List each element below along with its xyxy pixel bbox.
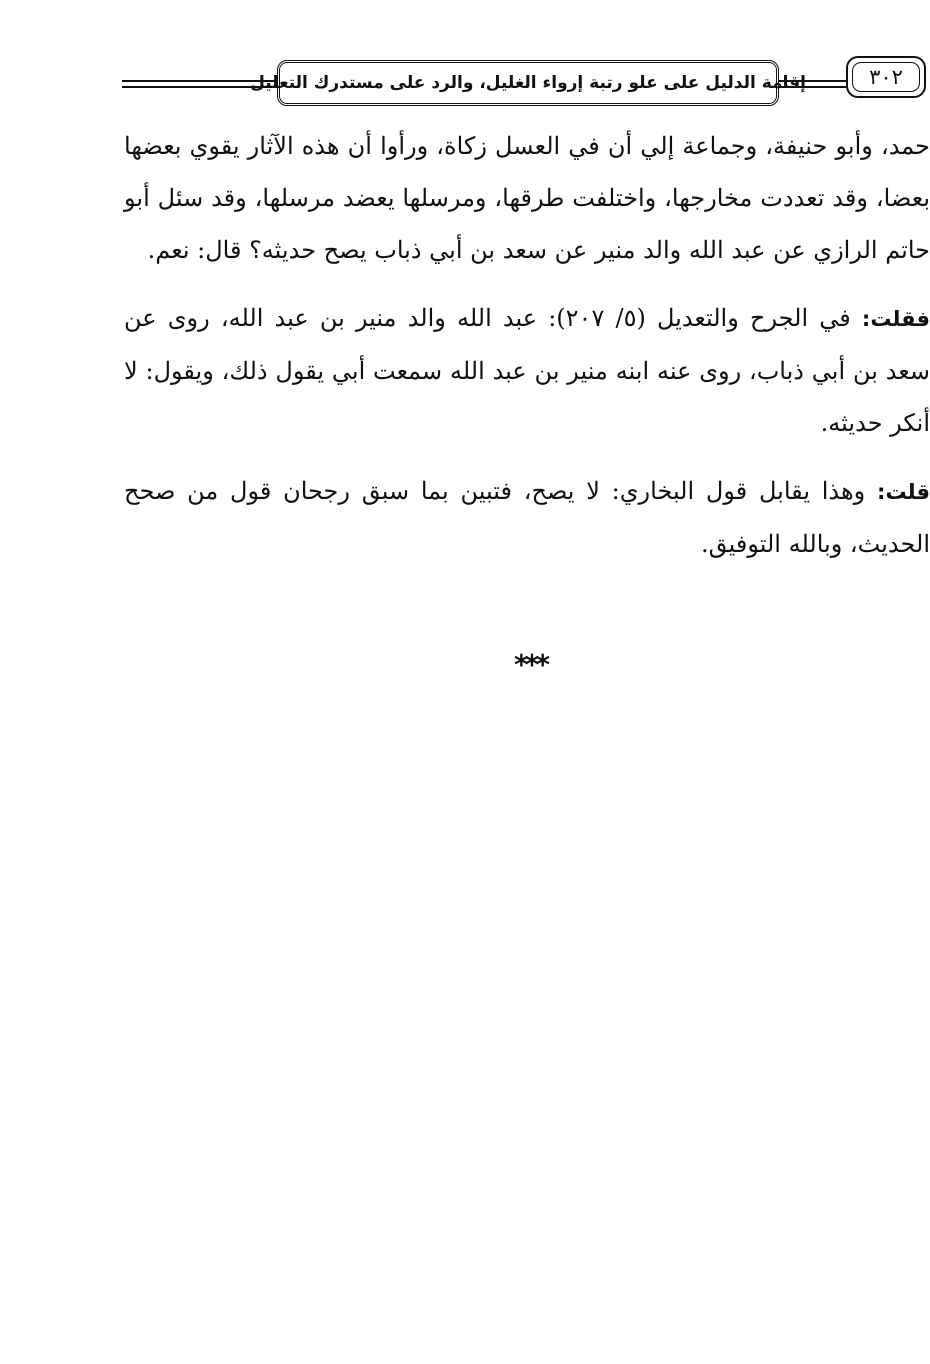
running-header-box — [250, 60, 806, 106]
paragraph-3-text: وهذا يقابل قول البخاري: لا يصح، فتبين بما سبق رجحان قول من صحح الحديث، وبالله التوفيق. — [124, 477, 930, 558]
paragraph-1-text: حمد، وأبو حنيفة، وجماعة إلي أن في العسل زكاة، ورأوا أن هذه الآثار يقوي بعضها بعضا، وقد تعددت مخارجها، واختلفت طرقها، ومرسلها يعضد مرسلها، وقد سئل أبو حاتم الرازي عن عبد الله والد منير عن سعد بن أبي ذباب يصح حديثه؟ قال: نعم. — [124, 132, 930, 264]
page-number: ٣٠٢ — [869, 65, 903, 89]
running-header-title: إقامة الدليل على علو رتبة إرواء الغليل، والرد على مستدرك التعليل — [250, 73, 806, 93]
page-number-box — [846, 56, 926, 98]
paragraph-2 — [124, 292, 930, 449]
paragraph-2-text: في الجرح والتعديل (٥/ ٢٠٧): عبد الله والد منير بن عبد الله، روى عن سعد بن أبي ذباب، روى عنه ابنه منير بن عبد الله سمعت أبي يقول ذلك، ويقول: لا أنكر حديثه. — [124, 304, 930, 437]
page-body — [124, 120, 930, 586]
section-separator: *** — [514, 648, 546, 681]
paragraph-1 — [124, 120, 930, 276]
paragraph-3-lead: قلت: — [877, 480, 930, 504]
paragraph-2-lead: فقلت: — [861, 307, 930, 331]
paragraph-3 — [124, 465, 930, 570]
